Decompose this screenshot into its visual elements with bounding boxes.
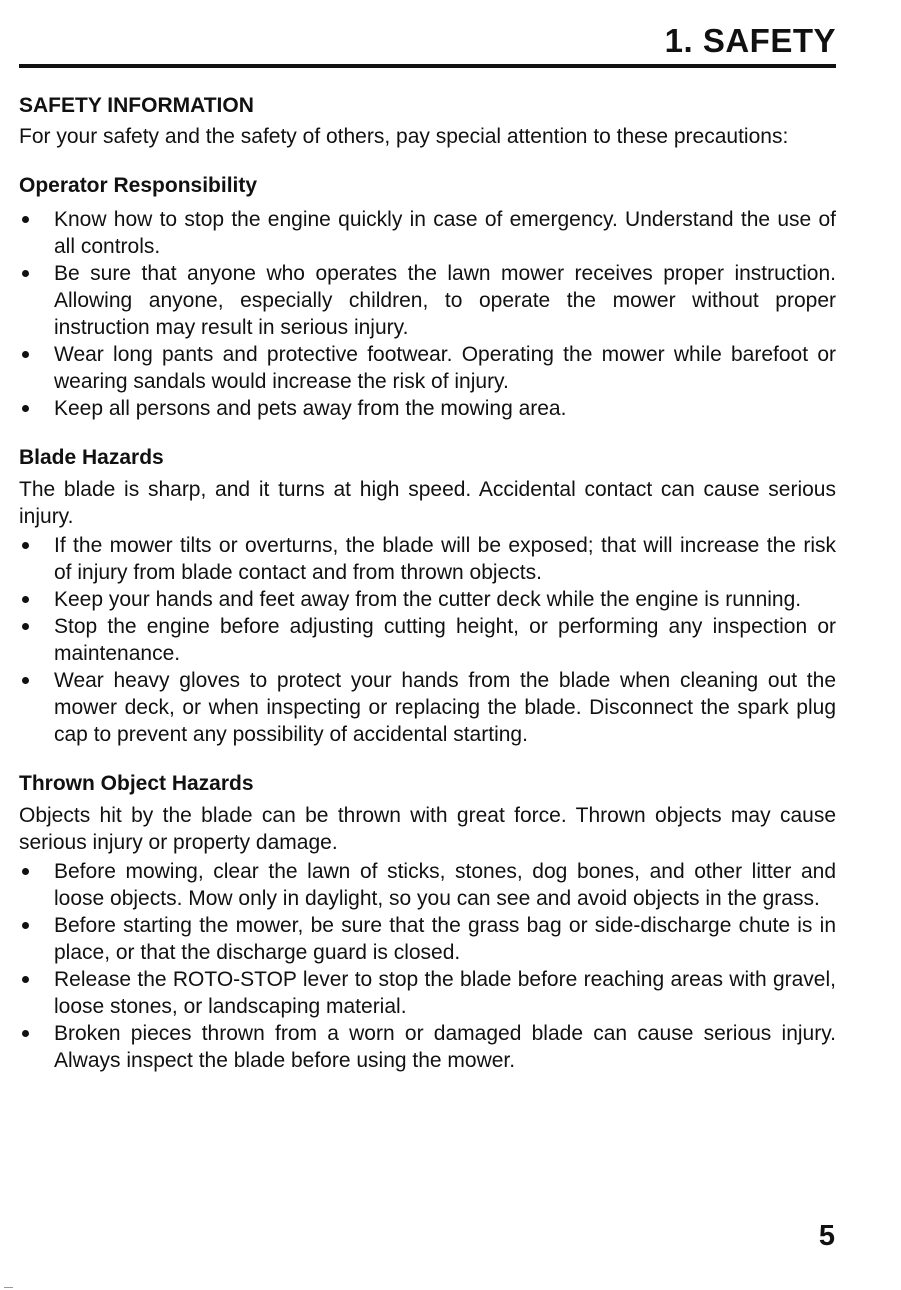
bullet-icon [22, 542, 29, 549]
list-item [19, 206, 836, 260]
page-number: 5 [818, 1220, 835, 1252]
bullet-icon [22, 270, 29, 277]
bullet-icon [22, 1030, 29, 1037]
list-item-text: Before starting the mower, be sure that the grass bag or side-discharge chute is in place, or that the discharge guard is closed. [54, 914, 836, 964]
list-item [19, 586, 836, 613]
list-item-text: Broken pieces thrown from a worn or damaged blade can cause serious injury. Always inspect the blade before using the mower. [54, 1022, 836, 1072]
blade-hazards-heading: Blade Hazards [19, 446, 164, 469]
bullet-icon [22, 405, 29, 412]
bullet-icon [22, 351, 29, 358]
list-item [19, 613, 836, 667]
thrown-object-hazards-list [19, 858, 836, 1074]
operator-responsibility-list [19, 206, 836, 422]
list-item [19, 260, 836, 341]
bullet-icon [22, 868, 29, 875]
list-item-text: Before mowing, clear the lawn of sticks, stones, dog bones, and other litter and loose objects. Mow only in daylight, so you can see and avoid objects in the grass. [54, 860, 836, 910]
blade-hazards-list [19, 532, 836, 748]
blade-hazards-intro: The blade is sharp, and it turns at high speed. Accidental contact can cause serious injury. [19, 478, 836, 528]
list-item [19, 667, 836, 748]
list-item-text: Wear heavy gloves to protect your hands from the blade when cleaning out the mower deck, or when inspecting or replacing the blade. Disconnect the spark plug cap to prevent any possibility of accidental starting. [54, 669, 836, 746]
section-spacer [19, 422, 836, 440]
list-item [19, 858, 836, 912]
safety-content [19, 89, 836, 1074]
list-item [19, 341, 836, 395]
thrown-object-hazards-intro: Objects hit by the blade can be thrown with great force. Thrown objects may cause serious injury or property damage. [19, 804, 836, 854]
list-item-text: Release the ROTO-STOP lever to stop the blade before reaching areas with gravel, loose stones, or landscaping material. [54, 968, 836, 1018]
list-item-text: If the mower tilts or overturns, the blade will be exposed; that will increase the risk of injury from blade contact and from thrown objects. [54, 534, 836, 584]
blade-hazards-section [19, 440, 836, 748]
list-item-text: Stop the engine before adjusting cutting height, or performing any inspection or maintenance. [54, 615, 836, 665]
list-item [19, 966, 836, 1020]
list-item [19, 912, 836, 966]
bullet-icon [22, 596, 29, 603]
bullet-icon [22, 976, 29, 983]
bullet-icon [22, 623, 29, 630]
list-item [19, 532, 836, 586]
list-item [19, 395, 836, 422]
safety-information-heading: SAFETY INFORMATION [19, 94, 254, 117]
bullet-icon [22, 677, 29, 684]
header-rule [19, 64, 836, 68]
bullet-icon [22, 922, 29, 929]
list-item-text: Be sure that anyone who operates the lawn mower receives proper instruction. Allowing anyone, especially children, to operate the mower without proper instruction may result in serious injury. [54, 262, 836, 339]
scan-mark [4, 1287, 13, 1288]
list-item [19, 1020, 836, 1074]
safety-information-intro: For your safety and the safety of others, pay special attention to these precautions: [19, 125, 789, 148]
operator-responsibility-section [19, 168, 836, 422]
list-item-text: Know how to stop the engine quickly in case of emergency. Understand the use of all controls. [54, 208, 836, 258]
thrown-object-hazards-section [19, 766, 836, 1074]
chapter-title: 1. SAFETY [664, 22, 836, 59]
list-item-text: Keep your hands and feet away from the cutter deck while the engine is running. [54, 588, 802, 611]
bullet-icon [22, 216, 29, 223]
list-item-text: Keep all persons and pets away from the mowing area. [54, 397, 567, 420]
section-spacer [19, 150, 836, 168]
operator-responsibility-heading: Operator Responsibility [19, 174, 258, 197]
section-spacer [19, 748, 836, 766]
thrown-object-hazards-heading: Thrown Object Hazards [19, 772, 254, 795]
list-item-text: Wear long pants and protective footwear. Operating the mower while barefoot or wearing sandals would increase the risk of injury. [54, 343, 836, 393]
